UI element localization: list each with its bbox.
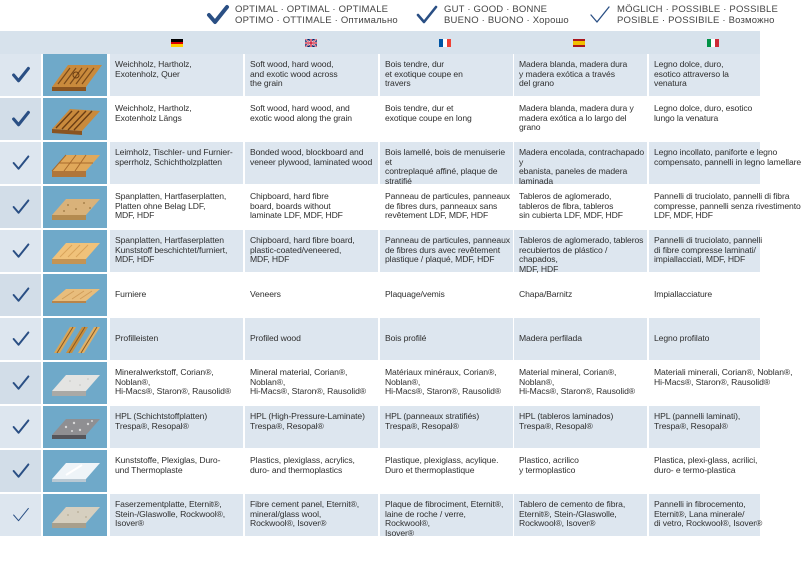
description-line: y termoplastico	[519, 464, 576, 475]
check-light-icon	[589, 5, 611, 25]
legend-possible-line1: MÖGLICH · POSSIBLE · POSSIBLE	[617, 4, 779, 15]
description-es	[514, 230, 647, 272]
description-line: MDF, HDF	[250, 254, 290, 265]
description-line: Soft wood, hard wood,	[250, 59, 334, 69]
description-line: and exotic wood across	[250, 68, 338, 79]
description-de	[110, 274, 243, 316]
legend-possible-line2: POSIBLE · POSSIBILE · Возможно	[617, 14, 775, 26]
hpl-image	[43, 406, 107, 448]
solid-wood-cross-image	[43, 54, 107, 96]
description-line: Legno profilato	[654, 333, 710, 344]
description-line: Panneau de particules, panneaux	[385, 235, 510, 245]
material-row	[0, 274, 760, 318]
description-de	[110, 230, 243, 272]
description-line: Tableros de aglomerado,	[519, 191, 612, 201]
description-line: und Thermoplaste	[115, 464, 183, 475]
veneer-image	[43, 274, 107, 316]
description-line: Weichholz, Hartholz,	[115, 103, 192, 113]
description-line: Veneers	[250, 289, 281, 300]
uk-flag-icon	[305, 39, 317, 47]
description-es	[514, 450, 647, 492]
description-line: y madera exótica a través	[519, 68, 615, 79]
fibre-cement-image	[43, 494, 107, 536]
description-line: MDF, HDF	[115, 254, 155, 265]
description-line: Plastics, plexiglass, acrylics,	[250, 455, 355, 465]
description-line: Bois profilé	[385, 333, 427, 344]
material-row	[0, 186, 801, 230]
mineral-material-image	[43, 362, 107, 404]
description-line: Mineral material, Corian®, Noblan®,	[250, 367, 348, 387]
check-light-icon	[12, 506, 30, 524]
description-fr	[380, 186, 513, 228]
description-line: di fibre compresse laminati/	[654, 244, 756, 255]
description-line: compresse, pannelli senza rivestimento	[654, 200, 801, 211]
description-line: Chipboard, hard fibre board,	[250, 235, 355, 245]
rating-legend	[0, 0, 779, 30]
description-es	[514, 406, 647, 448]
description-es	[514, 494, 647, 536]
description-line: Trespa®, Resopal®	[519, 420, 593, 431]
check-medium-icon	[12, 154, 30, 172]
rating-cell	[0, 450, 41, 492]
description-line: Furniere	[115, 289, 147, 300]
description-fr	[380, 142, 513, 184]
spanish-flag-icon	[573, 39, 585, 47]
rating-cell	[0, 98, 41, 140]
description-line: HPL (Schichtstoffplatten)	[115, 411, 208, 421]
check-medium-icon	[12, 462, 30, 480]
description-line: tableros de fibra, tableros	[519, 200, 614, 211]
description-line: impiallacciati, MDF, HDF	[654, 254, 746, 265]
rating-cell	[0, 406, 41, 448]
rating-cell	[0, 494, 41, 536]
description-es	[514, 54, 647, 96]
check-medium-icon	[416, 5, 438, 25]
description-line: Plastica, plexi-glass, acrilici,	[654, 455, 758, 465]
german-flag-icon	[171, 39, 183, 47]
description-fr	[380, 274, 513, 316]
description-it	[649, 406, 760, 448]
description-line: Legno incollato, paniforte e legno	[654, 147, 778, 157]
description-line: plastique / plaqué, MDF, HDF	[385, 254, 495, 265]
description-en	[245, 274, 378, 316]
profiled-wood-image	[43, 318, 107, 360]
description-line: Exotenholz Längs	[115, 112, 182, 123]
description-line: lungo la venatura	[654, 112, 719, 123]
description-line: Impiallacciature	[654, 289, 713, 300]
description-it	[649, 450, 760, 492]
legend-good	[416, 5, 569, 26]
chipboard-image	[43, 186, 107, 228]
description-fr	[380, 362, 513, 404]
description-line: Pannelli di truciolato, pannelli di fibra	[654, 191, 790, 201]
description-es	[514, 186, 647, 228]
check-bold-icon	[12, 110, 30, 128]
description-line: Tableros de aglomerado, tableros	[519, 235, 644, 245]
rating-cell	[0, 362, 41, 404]
rating-cell	[0, 318, 41, 360]
description-line: madera exótica a lo largo del grano	[519, 112, 627, 133]
description-line: board, boards without	[250, 200, 331, 211]
material-row	[0, 406, 760, 450]
description-line: di vetro, Rockwool®, Isover®	[654, 518, 763, 529]
description-line: Hi-Macs®, Staron®, Rausolid®	[115, 386, 232, 397]
description-line: de fibres durs, panneaux sans	[385, 200, 498, 211]
description-line: laminate LDF, MDF, HDF	[250, 210, 343, 221]
description-line: Bois tendre, dur	[385, 59, 445, 69]
description-en	[245, 186, 378, 228]
description-fr	[380, 406, 513, 448]
description-line: de fibres durs avec revêtement	[385, 244, 500, 255]
french-flag-icon	[439, 39, 451, 47]
description-line: Chipboard, hard fibre	[250, 191, 329, 201]
description-line: Madera encolada, contrachapado y	[519, 147, 645, 167]
legend-good-line2: BUENO · BUONO · Хорошо	[444, 14, 569, 26]
description-line: Spanplatten, Hartfaserplatten,	[115, 191, 227, 201]
rating-cell	[0, 186, 41, 228]
check-bold-icon	[207, 5, 229, 25]
description-line: Soft wood, hard wood, and	[250, 103, 350, 113]
rating-cell	[0, 142, 41, 184]
description-it	[649, 98, 760, 140]
description-line: Trespa®, Resopal®	[115, 420, 189, 431]
description-line: Madera perfilada	[519, 333, 582, 344]
description-line: Tablero de cemento de fibra,	[519, 499, 626, 509]
description-line: travers	[385, 78, 411, 89]
description-line: duro- e termo-plastica	[654, 464, 736, 475]
description-line: Leimholz, Tischler- und Furnier-	[115, 147, 233, 157]
description-line: Platten ohne Belag LDF,	[115, 200, 206, 211]
description-line: Rockwool®, Isover®	[250, 518, 327, 529]
check-medium-icon	[12, 330, 30, 348]
description-en	[245, 230, 378, 272]
description-fr	[380, 450, 513, 492]
material-row	[0, 54, 760, 98]
description-line: HPL (tableros laminados)	[519, 411, 614, 421]
description-de	[110, 54, 243, 96]
description-line: Mineralwerkstoff, Corian®, Noblan®,	[115, 367, 214, 387]
description-it	[649, 142, 801, 184]
description-line: esotico attraverso la	[654, 68, 729, 79]
description-line: Hi-Macs®, Staron®, Rausolid®	[654, 376, 771, 387]
description-line: Kunststoff beschichtet/furniert,	[115, 244, 228, 255]
description-line: Legno dolce, duro,	[654, 59, 724, 69]
description-line: Spanplatten, Hartfaserplatten	[115, 235, 224, 245]
rating-cell	[0, 54, 41, 96]
description-line: exotic wood along the grain	[250, 112, 352, 123]
description-it	[649, 318, 760, 360]
check-medium-icon	[12, 286, 30, 304]
material-row	[0, 494, 763, 538]
description-it	[649, 230, 763, 272]
description-line: mineral/glass wool,	[250, 508, 322, 519]
description-en	[245, 54, 378, 96]
description-line: Madera blanda, madera dura	[519, 59, 628, 69]
check-medium-icon	[12, 418, 30, 436]
description-fr	[380, 54, 513, 96]
description-line: venatura	[654, 78, 687, 89]
description-en	[245, 450, 378, 492]
rating-cell	[0, 230, 41, 272]
description-line: MDF, HDF	[519, 263, 559, 274]
description-line: Plastique, plexiglass, acylique.	[385, 455, 499, 465]
description-line: Weichholz, Hartholz,	[115, 59, 192, 69]
description-es	[514, 274, 647, 316]
description-de	[110, 406, 243, 448]
description-en	[245, 362, 378, 404]
description-en	[245, 406, 378, 448]
description-line: Isover®	[115, 518, 145, 529]
description-line: recubiertos de plástico / chapados,	[519, 244, 608, 265]
coated-chipboard-image	[43, 230, 107, 272]
description-line: laine de roche / verre, Rockwool®,	[385, 508, 466, 529]
description-de	[110, 186, 243, 228]
description-line: Bois lamellé, bois de menuiserie et	[385, 147, 506, 167]
description-en	[245, 98, 378, 140]
description-line: Exotenholz, Quer	[115, 68, 180, 79]
description-line: Plastico, acrilico	[519, 455, 579, 465]
description-line: sin cubierta LDF, MDF, HDF	[519, 210, 623, 221]
check-bold-icon	[12, 66, 30, 84]
description-line: Panneau de particules, panneaux	[385, 191, 510, 201]
description-de	[110, 450, 243, 492]
description-line: Trespa®, Resopal®	[654, 420, 728, 431]
description-es	[514, 318, 647, 360]
description-line: Rockwool®, Isover®	[519, 518, 596, 529]
description-line: Hi-Macs®, Staron®, Rausolid®	[519, 386, 636, 397]
description-line: Stein-/Glaswolle, Rockwool®,	[115, 508, 226, 519]
check-medium-icon	[12, 374, 30, 392]
description-es	[514, 362, 647, 404]
material-row	[0, 230, 763, 274]
materials-table	[0, 54, 801, 538]
description-line: Profiled wood	[250, 333, 301, 344]
description-line: Faserzementplatte, Eternit®,	[115, 499, 222, 509]
legend-optimal-line2: OPTIMO · OTTIMALE · Оптимально	[235, 14, 398, 26]
description-line: Plaque de fibrociment, Eternit®,	[385, 499, 504, 509]
description-it	[649, 186, 801, 228]
description-line: HPL (pannelli laminati),	[654, 411, 741, 421]
description-line: the grain	[250, 78, 283, 89]
description-line: Materiali minerali, Corian®, Noblan®,	[654, 367, 793, 377]
plastics-image	[43, 450, 107, 492]
description-fr	[380, 494, 513, 536]
legend-optimal	[207, 5, 398, 26]
description-line: Kunststoffe, Plexiglas, Duro-	[115, 455, 221, 465]
description-en	[245, 318, 378, 360]
description-line: Isover®	[385, 527, 415, 538]
description-it	[649, 494, 763, 536]
material-row	[0, 362, 793, 406]
description-line: Hi-Macs®, Staron®, Rausolid®	[250, 386, 367, 397]
description-de	[110, 494, 243, 536]
language-header	[0, 31, 760, 54]
description-line: sperrholz, Schichtholzplatten	[115, 156, 222, 167]
description-en	[245, 142, 378, 184]
description-line: Pannelli in fibrocemento,	[654, 499, 746, 509]
description-line: contreplaqué affiné, plaque de stratifié	[385, 166, 498, 186]
description-en	[245, 494, 378, 536]
description-line: revêtement LDF, MDF, HDF	[385, 210, 489, 221]
description-de	[110, 362, 243, 404]
description-line: Fibre cement panel, Eternit®,	[250, 499, 359, 509]
description-de	[110, 318, 243, 360]
description-line: Trespa®, Resopal®	[250, 420, 324, 431]
material-row	[0, 98, 760, 142]
description-line: Duro et thermoplastique	[385, 464, 475, 475]
description-it	[649, 362, 793, 404]
legend-possible	[589, 5, 778, 26]
description-line: duro- and thermoplastics	[250, 464, 343, 475]
description-line: ebanista, paneles de madera laminada	[519, 166, 628, 186]
description-line: Bois tendre, dur et	[385, 103, 454, 113]
description-line: Eternit®, Stein-/Glaswolle,	[519, 508, 617, 519]
description-line: exotique coupe en long	[385, 112, 472, 123]
description-line: Hi-Macs®, Staron®, Rausolid®	[385, 386, 502, 397]
description-es	[514, 98, 647, 140]
description-line: Bonded wood, blockboard and	[250, 147, 364, 157]
material-row	[0, 142, 801, 186]
description-line: et exotique coupe en	[385, 68, 463, 79]
description-line: MDF, HDF	[115, 210, 155, 221]
description-line: HPL (panneaux stratifiés)	[385, 411, 480, 421]
description-line: Madera blanda, madera dura y	[519, 103, 634, 113]
description-line: Plaquage/vemis	[385, 289, 445, 300]
check-medium-icon	[12, 242, 30, 260]
description-line: compensato, pannelli in legno lamellare	[654, 156, 801, 167]
description-fr	[380, 98, 513, 140]
material-row	[0, 450, 760, 494]
legend-optimal-line1: OPTIMAL · OPTIMAL · OPTIMALE	[235, 4, 389, 15]
description-line: plastic-coated/veneered,	[250, 244, 342, 255]
check-medium-icon	[12, 198, 30, 216]
description-line: Chapa/Barnitz	[519, 289, 573, 300]
description-line: del grano	[519, 78, 554, 89]
italian-flag-icon	[707, 39, 719, 47]
description-line: Matériaux minéraux, Corian®, Noblan®,	[385, 367, 497, 387]
description-line: Pannelli di truciolato, pannelli	[654, 235, 763, 245]
description-fr	[380, 318, 513, 360]
rating-cell	[0, 274, 41, 316]
description-it	[649, 274, 760, 316]
description-line: HPL (High-Pressure-Laminate)	[250, 411, 365, 421]
glued-wood-image	[43, 142, 107, 184]
solid-wood-along-image	[43, 98, 107, 140]
description-de	[110, 142, 243, 184]
description-line: Material mineral, Corian®, Noblan®,	[519, 367, 617, 387]
description-line: Trespa®, Resopal®	[385, 420, 459, 431]
description-de	[110, 98, 243, 140]
description-line: veneer plywood, laminated wood	[250, 156, 373, 167]
description-es	[514, 142, 647, 184]
description-line: Legno dolce, duro, esotico	[654, 103, 753, 113]
description-fr	[380, 230, 513, 272]
description-line: Eternit®, Lana minerale/	[654, 508, 745, 519]
material-row	[0, 318, 760, 362]
description-line: LDF, MDF, HDF	[654, 210, 713, 221]
description-it	[649, 54, 760, 96]
description-line: Profilleisten	[115, 333, 159, 344]
legend-good-line1: GUT · GOOD · BONNE	[444, 4, 548, 15]
